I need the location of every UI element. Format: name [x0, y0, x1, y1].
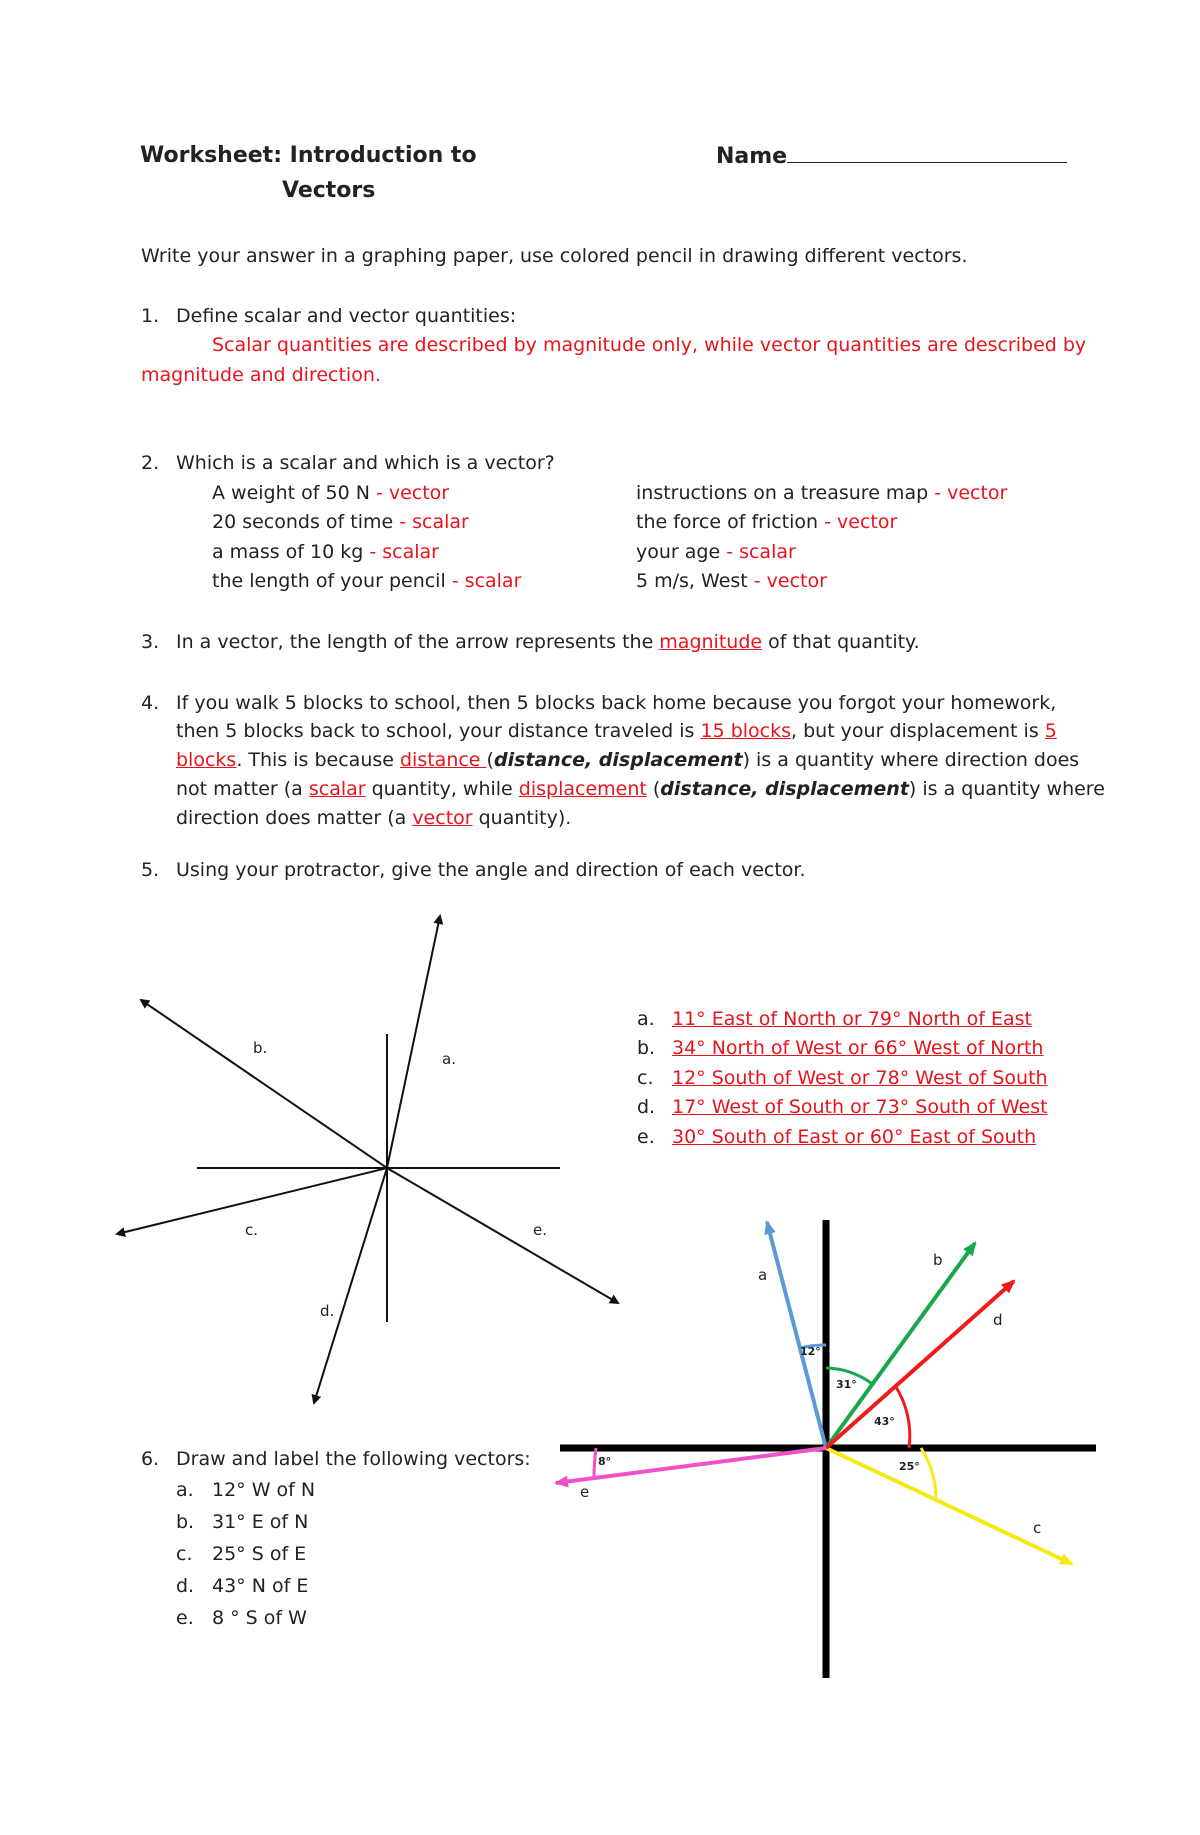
diagram-label-a: a.	[442, 1050, 456, 1068]
q6-item-text: 12° W of N	[212, 1479, 316, 1501]
q5-answer-letter: b.	[637, 1037, 656, 1059]
q1-answer-line-2: magnitude and direction.	[141, 364, 381, 386]
q2-left-item: A weight of 50 N - vector	[212, 482, 450, 504]
q6-item-letter: e.	[176, 1607, 194, 1629]
q6-item-text: 43° N of E	[212, 1575, 309, 1597]
name-label: Name	[716, 144, 1067, 169]
q2-left-item: a mass of 10 kg - scalar	[212, 541, 439, 563]
q2-left-item: 20 seconds of time - scalar	[212, 511, 469, 533]
diagram-label-d: d.	[320, 1302, 335, 1320]
q3-answer: magnitude	[659, 631, 763, 653]
q6-item-letter: a.	[176, 1479, 194, 1501]
q1-number: 1.	[141, 305, 160, 327]
q5-answer-letter: c.	[637, 1067, 654, 1089]
q4-answer-scalar: scalar	[308, 778, 366, 800]
q5-answer-text: 17° West of South or 73° South of West	[672, 1096, 1048, 1118]
title-line-2: Vectors	[282, 178, 376, 203]
q6-item-letter: c.	[176, 1543, 193, 1565]
q4-line-2: then 5 blocks back to school, your distance traveled is 15 blocks, but your displacement is 5	[176, 720, 1057, 742]
diagram-label-c: c.	[245, 1221, 259, 1239]
q5-answer-text: 11° East of North or 79° North of East	[672, 1008, 1033, 1030]
q2-right-item: your age - scalar	[636, 541, 796, 563]
q6-angle-d: 43°	[874, 1415, 895, 1428]
q5-answer-letter: a.	[637, 1008, 655, 1030]
q6-vector-c	[826, 1448, 1072, 1564]
q4-line-5: direction does matter (a vector quantity).	[176, 807, 572, 829]
q6-question: Draw and label the following vectors:	[176, 1448, 531, 1470]
q5-answer-text: 12° South of West or 78° West of South	[672, 1067, 1048, 1089]
q4-answer-distance: 15 blocks	[700, 720, 792, 742]
q5-answer-text: 30° South of East or 60° East of South	[672, 1126, 1037, 1148]
q3-number: 3.	[141, 631, 160, 653]
q5-question: Using your protractor, give the angle and direction of each vector.	[176, 859, 806, 881]
q6-label-e: e	[580, 1483, 590, 1501]
q6-vector-a	[767, 1222, 826, 1448]
q4-answer-distance-word: distance	[399, 749, 487, 771]
q5-answer-letter: d.	[637, 1096, 656, 1118]
q6-label-d: d	[993, 1311, 1003, 1329]
q6-item-letter: d.	[176, 1575, 195, 1597]
q4-line-4: not matter (a scalar quantity, while displacement (distance, displacement) is a quantity where	[176, 778, 1105, 800]
q2-left-item: the length of your pencil - scalar	[212, 570, 522, 592]
q3-text: In a vector, the length of the arrow represents the magnitude of that quantity.	[176, 631, 920, 653]
instructions: Write your answer in a graphing paper, use colored pencil in drawing different vectors.	[141, 245, 968, 267]
q6-angle-a: 12°	[800, 1345, 821, 1358]
q1-question: Define scalar and vector quantities:	[176, 305, 517, 327]
q2-right-item: instructions on a treasure map - vector	[636, 482, 1008, 504]
q5-number: 5.	[141, 859, 160, 881]
q5-answer-text: 34° North of West or 66° West of North	[672, 1037, 1044, 1059]
q6-item-text: 8 ° S of W	[212, 1607, 307, 1629]
diagram-label-e: e.	[533, 1221, 547, 1239]
q6-item-text: 25° S of E	[212, 1543, 307, 1565]
q5-answer-letter: e.	[637, 1126, 655, 1148]
q6-arc-d	[896, 1387, 910, 1448]
q6-number: 6.	[141, 1448, 160, 1470]
q6-label-a: a	[758, 1266, 768, 1284]
q6-item-text: 31° E of N	[212, 1511, 309, 1533]
q6-arc-e	[594, 1448, 596, 1478]
q4-answer-vector: vector	[412, 807, 473, 829]
q4-answer-displacement: 5	[1044, 720, 1057, 742]
q2-question: Which is a scalar and which is a vector?	[176, 452, 555, 474]
q6-item-letter: b.	[176, 1511, 195, 1533]
q6-label-b: b	[933, 1251, 943, 1269]
q6-angle-b: 31°	[836, 1378, 857, 1391]
q6-angle-e: 8°	[598, 1455, 612, 1468]
q6-vector-b	[826, 1243, 975, 1448]
q2-right-item: 5 m/s, West - vector	[636, 570, 827, 592]
q2-right-item: the force of friction - vector	[636, 511, 898, 533]
q1-answer-line-1: Scalar quantities are described by magnitude only, while vector quantities are described by	[212, 334, 1087, 356]
q6-angle-c: 25°	[899, 1460, 920, 1473]
q4-line-3: blocks. This is because distance (distance, displacement) is a quantity where direction does	[176, 749, 1080, 771]
title-line-1: Worksheet: Introduction to	[140, 143, 477, 168]
q4-answer-displacement-word: displacement	[518, 778, 647, 800]
q6-vector-d	[826, 1281, 1014, 1448]
q2-number: 2.	[141, 452, 160, 474]
q6-label-c: c	[1033, 1519, 1042, 1537]
q4-line-1: If you walk 5 blocks to school, then 5 blocks back home because you forgot your homework,	[176, 692, 1057, 714]
diagram-label-b: b.	[253, 1039, 268, 1057]
q4-number: 4.	[141, 692, 160, 714]
